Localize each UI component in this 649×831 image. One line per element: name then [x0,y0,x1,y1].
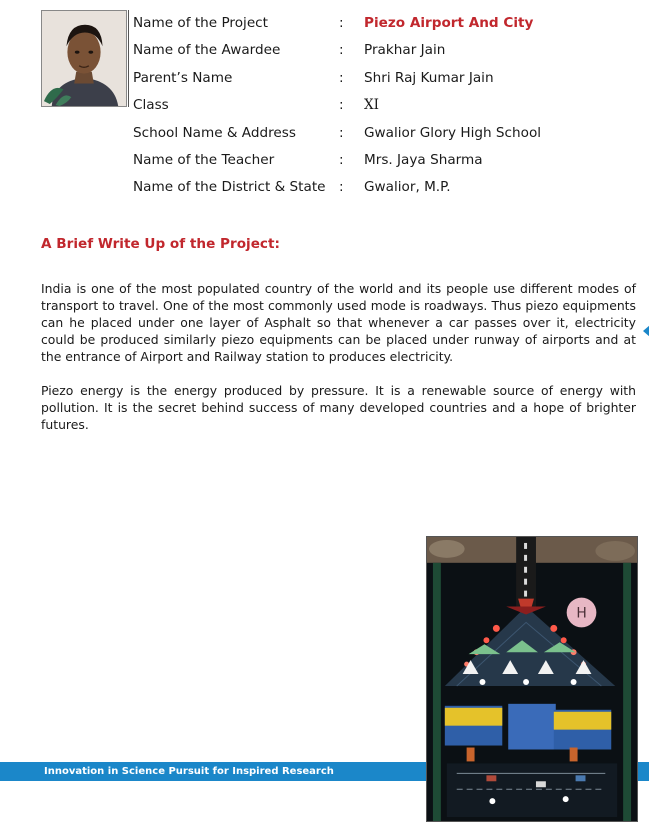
detail-value: Shri Raj Kumar Jain [364,69,494,86]
project-title: Piezo Airport And City [364,15,534,31]
awardee-photo [41,10,127,107]
section-heading: A Brief Write Up of the Project: [41,236,280,252]
photo-divider [128,10,129,107]
footer-tagline: Innovation in Science Pursuit for Inspired Research [44,766,334,777]
detail-separator: : [339,97,344,114]
detail-separator: : [339,69,344,86]
detail-value: XI [364,97,380,114]
project-model-photo [426,536,638,822]
paragraph: India is one of the most populated country of the world and its people use different modes of transport to travel. One of the most commonly used mode is roadways. Thus piezo equipments can he placed under one layer of Asphalt so that whenever a car passes over it, electricity could be produced similarly piezo equipments can be placed under runway of airports and at the entrance of Airport and Railway station to produces electricity. [41,281,636,364]
detail-label: Name of the District & State [133,179,326,196]
detail-value: Gwalior Glory High School [364,124,542,141]
paragraph: Piezo energy is the energy produced by pressure. It is a renewable source of energy with pollution. It is the secret behind success of many developed countries and a hope of brighter futures. [41,383,636,432]
detail-value: Prakhar Jain [364,42,446,59]
detail-separator: : [339,179,344,196]
detail-label: School Name & Address [133,124,296,141]
detail-separator: : [339,151,344,168]
helipad-letter: H [576,605,587,622]
detail-label: Parent’s Name [133,69,233,86]
project-write-up [41,280,636,433]
detail-separator: : [339,15,344,31]
detail-value: Mrs. Jaya Sharma [364,151,483,168]
detail-value: Gwalior, M.P. [364,179,451,196]
detail-label: Name of the Teacher [133,151,275,168]
detail-label: Name of the Project [133,15,268,31]
detail-separator: : [339,42,344,59]
detail-label: Class [133,97,169,114]
detail-label: Name of the Awardee [133,42,281,59]
detail-separator: : [339,124,344,141]
page-marker-arrow-icon [643,325,649,337]
